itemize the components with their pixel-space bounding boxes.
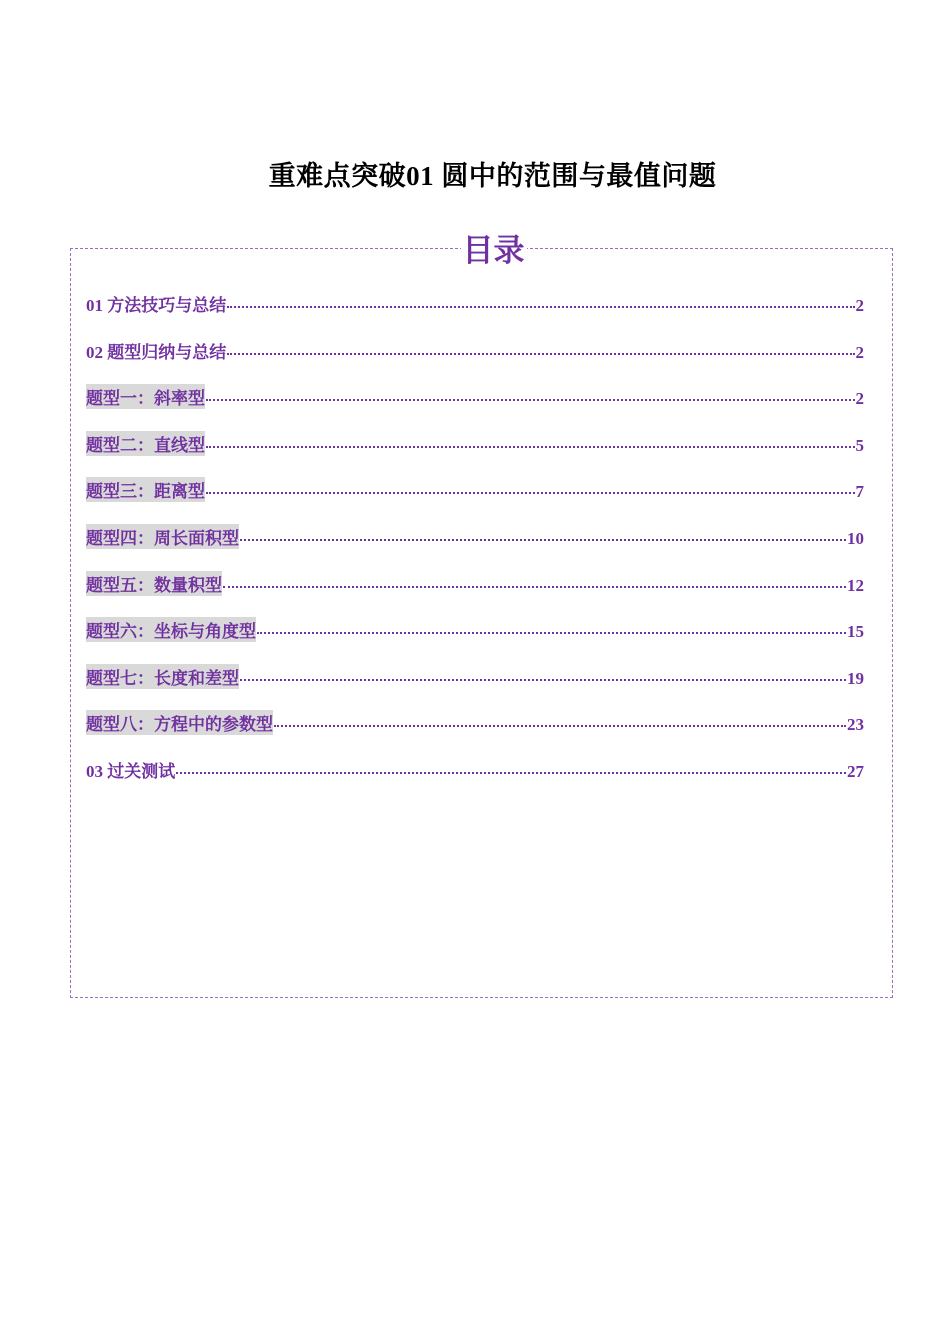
toc-entry-label: 题型二：直线型 [86, 431, 205, 456]
toc-entry-label: 题型一：斜率型 [86, 384, 205, 409]
toc-entry-page-number: 15 [847, 622, 864, 642]
toc-leader-dots [206, 492, 855, 494]
toc-leader-dots [227, 306, 854, 308]
toc-entry[interactable] [86, 524, 864, 571]
toc-entry-page-number: 19 [847, 668, 864, 688]
toc-entry[interactable] [86, 571, 864, 618]
toc-entry-page-number: 5 [855, 435, 864, 455]
toc-entry-page-number: 2 [855, 296, 864, 315]
toc-entry[interactable] [86, 617, 864, 664]
toc-leader-dots [240, 539, 846, 541]
toc-entry-page-number: 10 [847, 528, 864, 548]
toc-entry[interactable] [86, 291, 864, 338]
toc-leader-dots [223, 586, 846, 588]
toc-entry-label: 题型五：数量积型 [86, 571, 222, 596]
toc-entry-page-number: 27 [847, 761, 864, 781]
toc-entry[interactable] [86, 664, 864, 711]
table-of-contents [70, 233, 893, 998]
toc-leader-dots [227, 353, 854, 355]
toc-entry-label: 题型三：距离型 [86, 477, 205, 502]
toc-leader-dots [176, 772, 846, 774]
toc-entry-page-number: 2 [855, 342, 864, 362]
toc-entry-page-number: 2 [855, 389, 864, 409]
toc-entry[interactable] [86, 384, 864, 431]
toc-leader-dots [206, 399, 855, 401]
toc-entry-page-number: 23 [847, 715, 864, 735]
toc-entry[interactable] [86, 710, 864, 757]
document-title: 重难点突破01 圆中的范围与最值问题 [268, 161, 717, 191]
toc-heading-text: 目录 [462, 233, 525, 269]
toc-entry[interactable] [86, 431, 864, 478]
toc-entry-label: 03 过关测试 [86, 761, 176, 781]
toc-entry-label: 题型四：周长面积型 [86, 524, 239, 549]
toc-entry[interactable] [86, 477, 864, 524]
toc-entry-label: 02 题型归纳与总结 [86, 342, 227, 362]
toc-entry-page-number: 7 [855, 482, 864, 502]
toc-list [86, 291, 864, 804]
toc-leader-dots [206, 446, 855, 448]
toc-leader-dots [274, 725, 846, 727]
toc-entry-label: 01 方法技巧与总结 [86, 296, 227, 315]
toc-entry[interactable] [86, 757, 864, 804]
toc-entry-label: 题型八：方程中的参数型 [86, 710, 273, 735]
toc-heading [71, 231, 916, 271]
toc-entry[interactable] [86, 338, 864, 385]
toc-leader-dots [240, 679, 846, 681]
toc-entry-label: 题型六：坐标与角度型 [86, 617, 256, 642]
toc-entry-page-number: 12 [847, 575, 864, 595]
toc-leader-dots [257, 632, 846, 634]
toc-entry-label: 题型七：长度和差型 [86, 664, 239, 689]
